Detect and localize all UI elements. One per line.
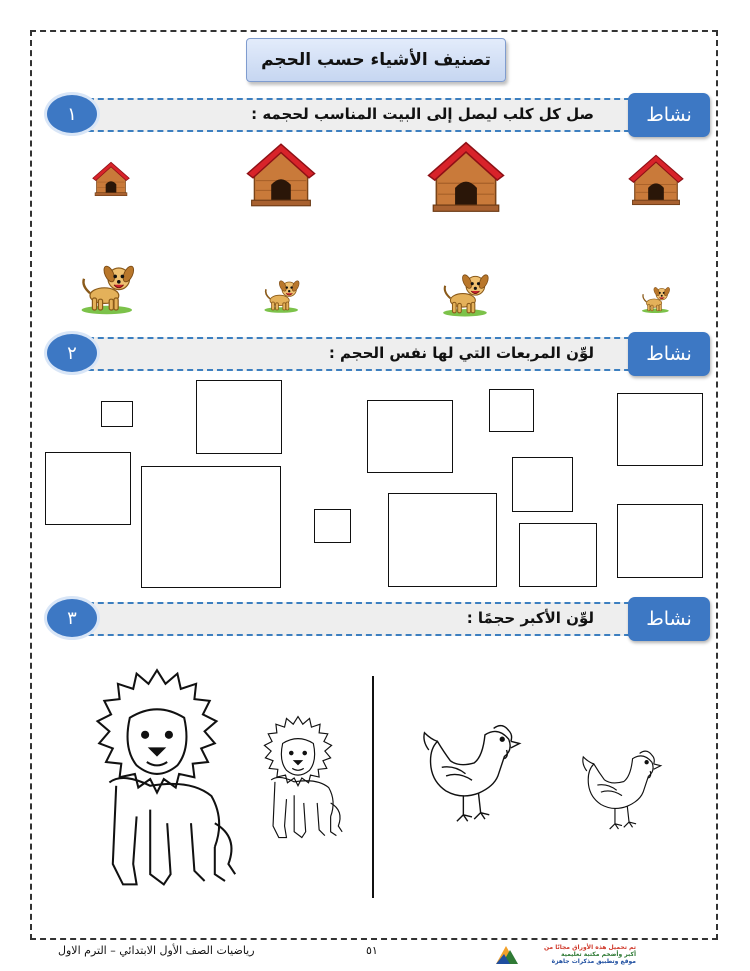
activity-1-number: ١ [44,92,100,136]
square[interactable] [617,504,703,578]
activity-3-instruction: لوِّن الأكبر حجمًا : [466,609,594,627]
page-number: ٥١ [366,944,378,957]
hen-icon[interactable] [418,714,526,840]
dog-icon [640,282,672,314]
dog-icon [78,256,138,316]
promo-text: تم تحميل هذه الأوراق مجانًا من أكبر وأضخم مكتبة تعليمية موقع وتطبيق مذكرات جاهزة [543,944,636,965]
dog-icon [262,274,302,314]
square[interactable] [489,389,534,432]
square[interactable] [519,523,597,587]
lion-icon[interactable] [250,706,346,850]
brand-logo-icon [494,944,520,966]
square[interactable] [367,400,453,473]
hen-icon[interactable] [578,744,666,842]
activity-1-label: نشاط [628,93,710,137]
square[interactable] [45,452,131,525]
activity-3-label: نشاط [628,597,710,641]
dog-icon [440,266,492,318]
activity-2-label: نشاط [628,332,710,376]
square[interactable] [388,493,497,587]
doghouse-icon [626,152,686,208]
square[interactable] [512,457,573,512]
activity-2-number: ٢ [44,331,100,375]
square[interactable] [617,393,703,466]
doghouse-icon [92,160,130,198]
page-title: تصنيف الأشياء حسب الحجم [246,38,506,82]
footer-course: رياضيات الصف الأول الابتدائي – الترم الاول [58,944,255,957]
doghouse-icon [244,140,318,210]
activity-3-number: ٣ [44,596,100,640]
square[interactable] [196,380,282,454]
activity-1-instruction: صل كل كلب ليصل إلى البيت المناسب لحجمه : [251,105,594,123]
square[interactable] [101,401,133,427]
activity-2-instruction: لوِّن المربعات التي لها نفس الحجم : [328,344,594,362]
square[interactable] [314,509,351,543]
lion-icon[interactable] [72,660,242,898]
doghouse-icon [424,138,508,216]
divider [372,676,374,898]
square[interactable] [141,466,281,588]
